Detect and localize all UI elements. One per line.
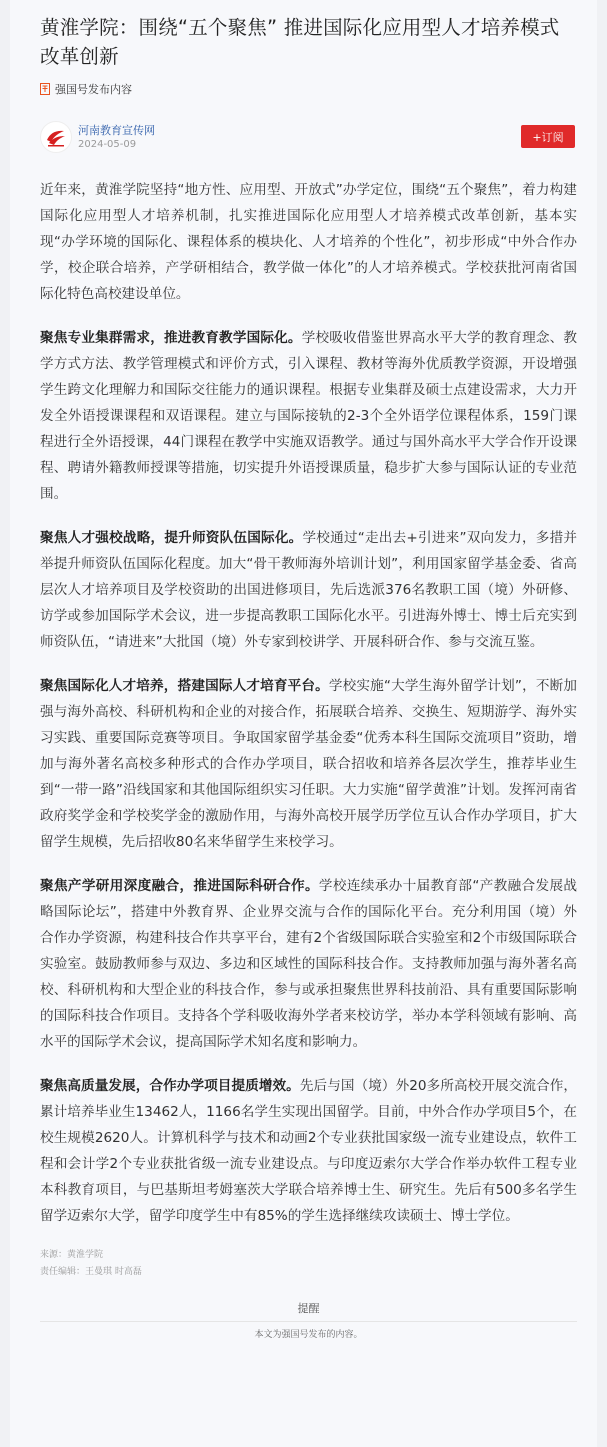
- article-paragraph: [40, 325, 577, 507]
- article-paragraph: [40, 1073, 577, 1229]
- author-name[interactable]: 河南教育宣传网: [78, 123, 155, 137]
- paragraph-text: 学校实施“大学生海外留学计划”，不断加强与海外高校、科研机构和企业的对接合作，拓展联合培养、交换生、短期游学、海外实习实践、重要国际竞赛等项目。争取国家留学基金委“优秀本科生国际交流项目”资助，增加与海外著名高校多种形式的合作办学项目，联合招收和培养各层次学生，推荐毕业生到“一带一路”沿线国家和其他国际组织实习任职。大力实施“留学黄淮”计划。发挥河南省政府奖学金和学校奖学金的激励作用，与海外高校开展学历学位互认合作办学项目，扩大留学生规模，先后招收80名来华留学生来校学习。: [40, 678, 577, 850]
- source-line: 来源：黄淮学院: [40, 1250, 104, 1260]
- publish-date: 2024-05-09: [78, 138, 137, 150]
- article-paragraph: [40, 525, 577, 655]
- editor-line: 责任编辑：王曼琪 时高磊: [40, 1267, 142, 1277]
- paragraph-text: 学校连续承办十届教育部“产教融合发展战略国际论坛”，搭建中外教育界、企业界交流与合作的国际化平台。充分利用国（境）外合作办学资源，构建科技合作共享平台，建有2个省级国际联合实验室和2个市级国际联合实验室。鼓励教师参与双边、多边和区域性的国际科技合作。支持教师加强与海外著名高校、科研机构和大型企业的科技合作，参与或承担聚焦世界科技前沿、具有重要国际影响的国际科技合作项目。支持各个学科吸收海外学者来校访学，举办本学科领域有影响、高水平的国际学术会议，提高国际学术知名度和影响力。: [40, 878, 577, 1050]
- paragraph-heading: 聚焦产学研用深度融合，推进国际科研合作。: [40, 878, 319, 894]
- paragraph-heading: 聚焦专业集群需求，推进教育教学国际化。: [40, 330, 302, 346]
- notice-box: [40, 1301, 577, 1342]
- notice-title: 提醒: [297, 1302, 320, 1315]
- bookmark-icon: [40, 83, 50, 95]
- paragraph-heading: 聚焦人才强校战略，提升师资队伍国际化。: [40, 530, 303, 546]
- paragraph-text: 先后与国（境）外20多所高校开展交流合作，累计培养毕业生13462人，1166名学生实现出国留学。目前，中外合作办学项目5个，在校生规模2620人。计算机科学与技术和动画2个专业获批国家级一流专业建设点，软件工程和会计学2个专业获批省级一流专业建设点。与印度迈索尔大学合作举办软件工程专业本科教育项目，与巴基斯坦考姆塞茨大学联合培养博士生、研究生。先后有500多名学生留学迈索尔大学，留学印度学生中有85%的学生选择继续攻读硕士、博士学位。: [40, 1078, 578, 1224]
- article-paragraph: [40, 873, 577, 1055]
- paragraph-text: 学校通过“走出去+引进来”双向发力，多措并举提升师资队伍国际化程度。加大“骨干教师海外培训计划”，利用国家留学基金委、省高层次人才培养项目及学校资助的出国进修项目，先后选派376名教职工国（境）外研修、访学或参加国际学术会议，进一步提高教职工国际化水平。引进海外博士、博士后充实到师资队伍，“请进来”大批国（境）外专家到校讲学、开展科研合作、参与交流互鉴。: [40, 530, 577, 650]
- article-body: [40, 177, 577, 1229]
- article-title: 黄淮学院：围绕“五个聚焦” 推进国际化应用型人才培养模式改革创新: [40, 16, 560, 68]
- paragraph-heading: 聚焦高质量发展，合作办学项目提质增效。: [40, 1078, 300, 1094]
- article-footer: [40, 1247, 577, 1281]
- paragraph-heading: 聚焦国际化人才培养，搭建国际人才培育平台。: [40, 678, 329, 694]
- divider: [40, 1321, 577, 1322]
- notice-text: 本文为强国号发布的内容。: [254, 1330, 363, 1340]
- subscribe-button[interactable]: +订阅: [521, 125, 575, 148]
- article-page: [10, 0, 597, 1447]
- article-paragraph: [40, 673, 577, 855]
- author-bar: [40, 121, 577, 153]
- source-tag-label: 强国号发布内容: [55, 83, 132, 96]
- source-tag: [40, 81, 577, 97]
- paragraph-text: 学校吸收借鉴世界高水平大学的教育理念、教学方式方法、教学管理模式和评价方式，引入课程、教材等海外优质教学资源，开设增强学生跨文化理解力和国际交往能力的通识课程。根据专业集群及硕士点建设需求，大力开发全外语授课课程和双语课程。建立与国际接轨的2-3个全外语学位课程体系，159门课程进行全外语授课，44门课程在教学中实施双语教学。通过与国外高水平大学合作开设课程、聘请外籍教师授课等措施，切实提升外语授课质量，稳步扩大参与国际认证的专业范围。: [40, 330, 577, 502]
- article-intro: 近年来，黄淮学院坚持“地方性、应用型、开放式”办学定位，围绕“五个聚焦”，着力构建国际化应用型人才培养机制，扎实推进国际化应用型人才培养模式改革创新，基本实现“办学环境的国际化、课程体系的模块化、人才培养的个性化”，初步形成“中外合作办学，校企联合培养，产学研相结合，教学做一体化”的人才培养模式。学校获批河南省国际化特色高校建设单位。: [40, 182, 577, 302]
- publisher-logo-icon[interactable]: [40, 121, 72, 153]
- author-meta: [78, 123, 155, 152]
